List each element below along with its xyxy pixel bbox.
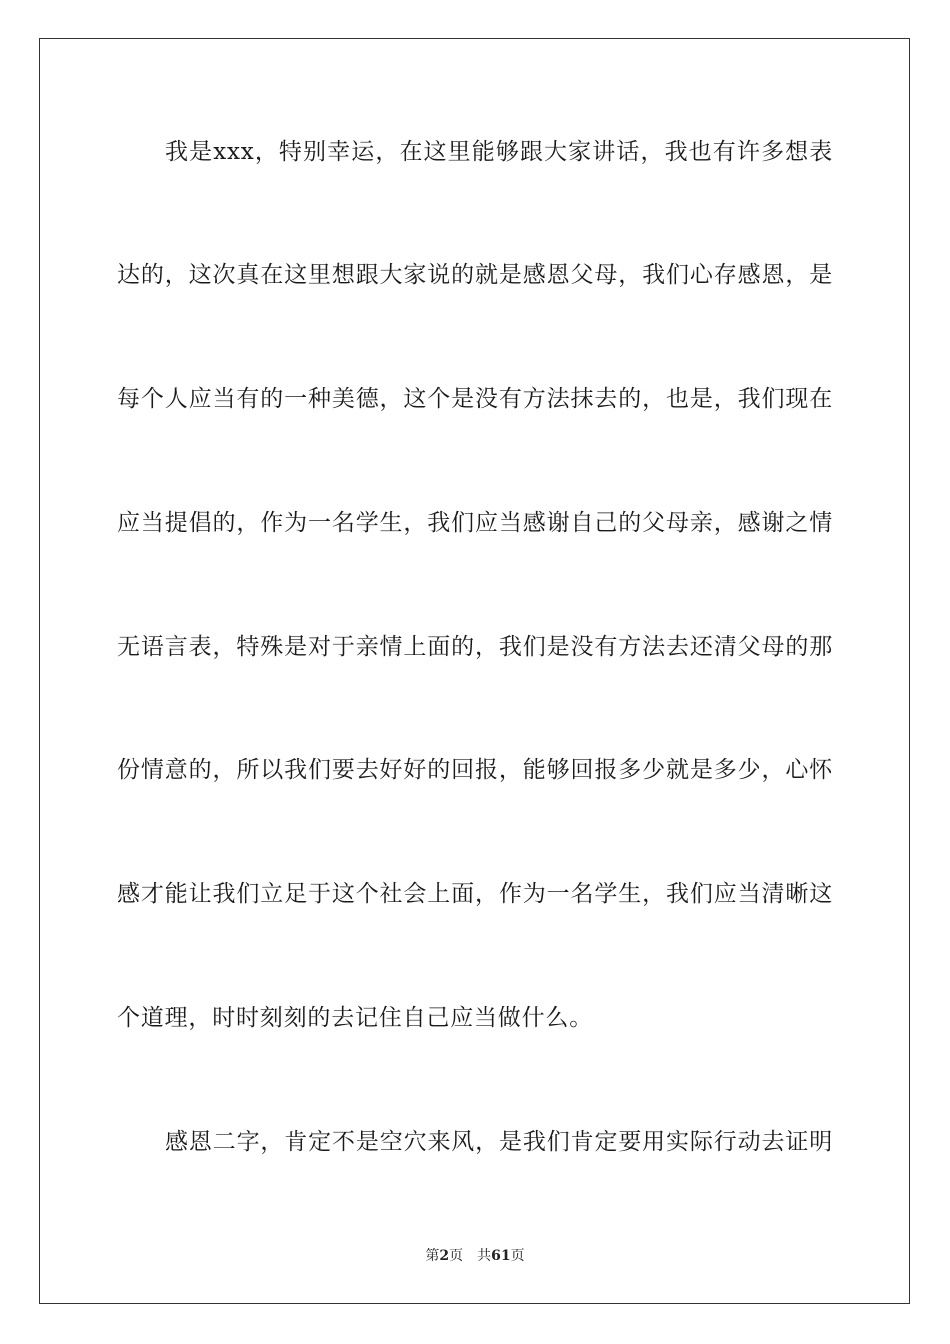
paragraph-1-line-6: 份情意的，所以我们要去好好的回报，能够回报多少就是多少，心怀	[117, 757, 833, 783]
page-footer	[0, 1246, 950, 1266]
paragraph-1-line-5: 无语言表，特殊是对于亲情上面的，我们是没有方法去还清父母的那	[117, 634, 833, 660]
paragraph-1-line-8: 个道理，时时刻刻的去记住自己应当做什么。	[117, 1005, 593, 1031]
paragraph-1-line-1: 我是xxx，特别幸运，在这里能够跟大家讲话，我也有许多想表	[165, 139, 833, 165]
paragraph-1-line-4: 应当提倡的，作为一名学生，我们应当感谢自己的父母亲，感谢之情	[117, 510, 833, 536]
paragraph-2-line-1: 感恩二字，肯定不是空穴来风，是我们肯定要用实际行动去证明	[165, 1129, 833, 1155]
footer-total-suffix: 页	[510, 1248, 525, 1264]
paragraph-1-line-3: 每个人应当有的一种美德，这个是没有方法抹去的，也是，我们现在	[117, 386, 833, 412]
footer-page-suffix: 页	[449, 1248, 464, 1264]
footer-page-number: 2	[439, 1248, 450, 1264]
paragraph-1-line-2: 达的，这次真在这里想跟大家说的就是感恩父母，我们心存感恩，是	[117, 262, 833, 288]
footer-total-pages: 61	[491, 1248, 511, 1264]
page-border	[39, 38, 910, 1304]
paragraph-1-line-7: 感才能让我们立足于这个社会上面，作为一名学生，我们应当清晰这	[117, 881, 833, 907]
footer-total-prefix: 共	[477, 1248, 492, 1264]
footer-page-prefix: 第	[425, 1248, 440, 1264]
